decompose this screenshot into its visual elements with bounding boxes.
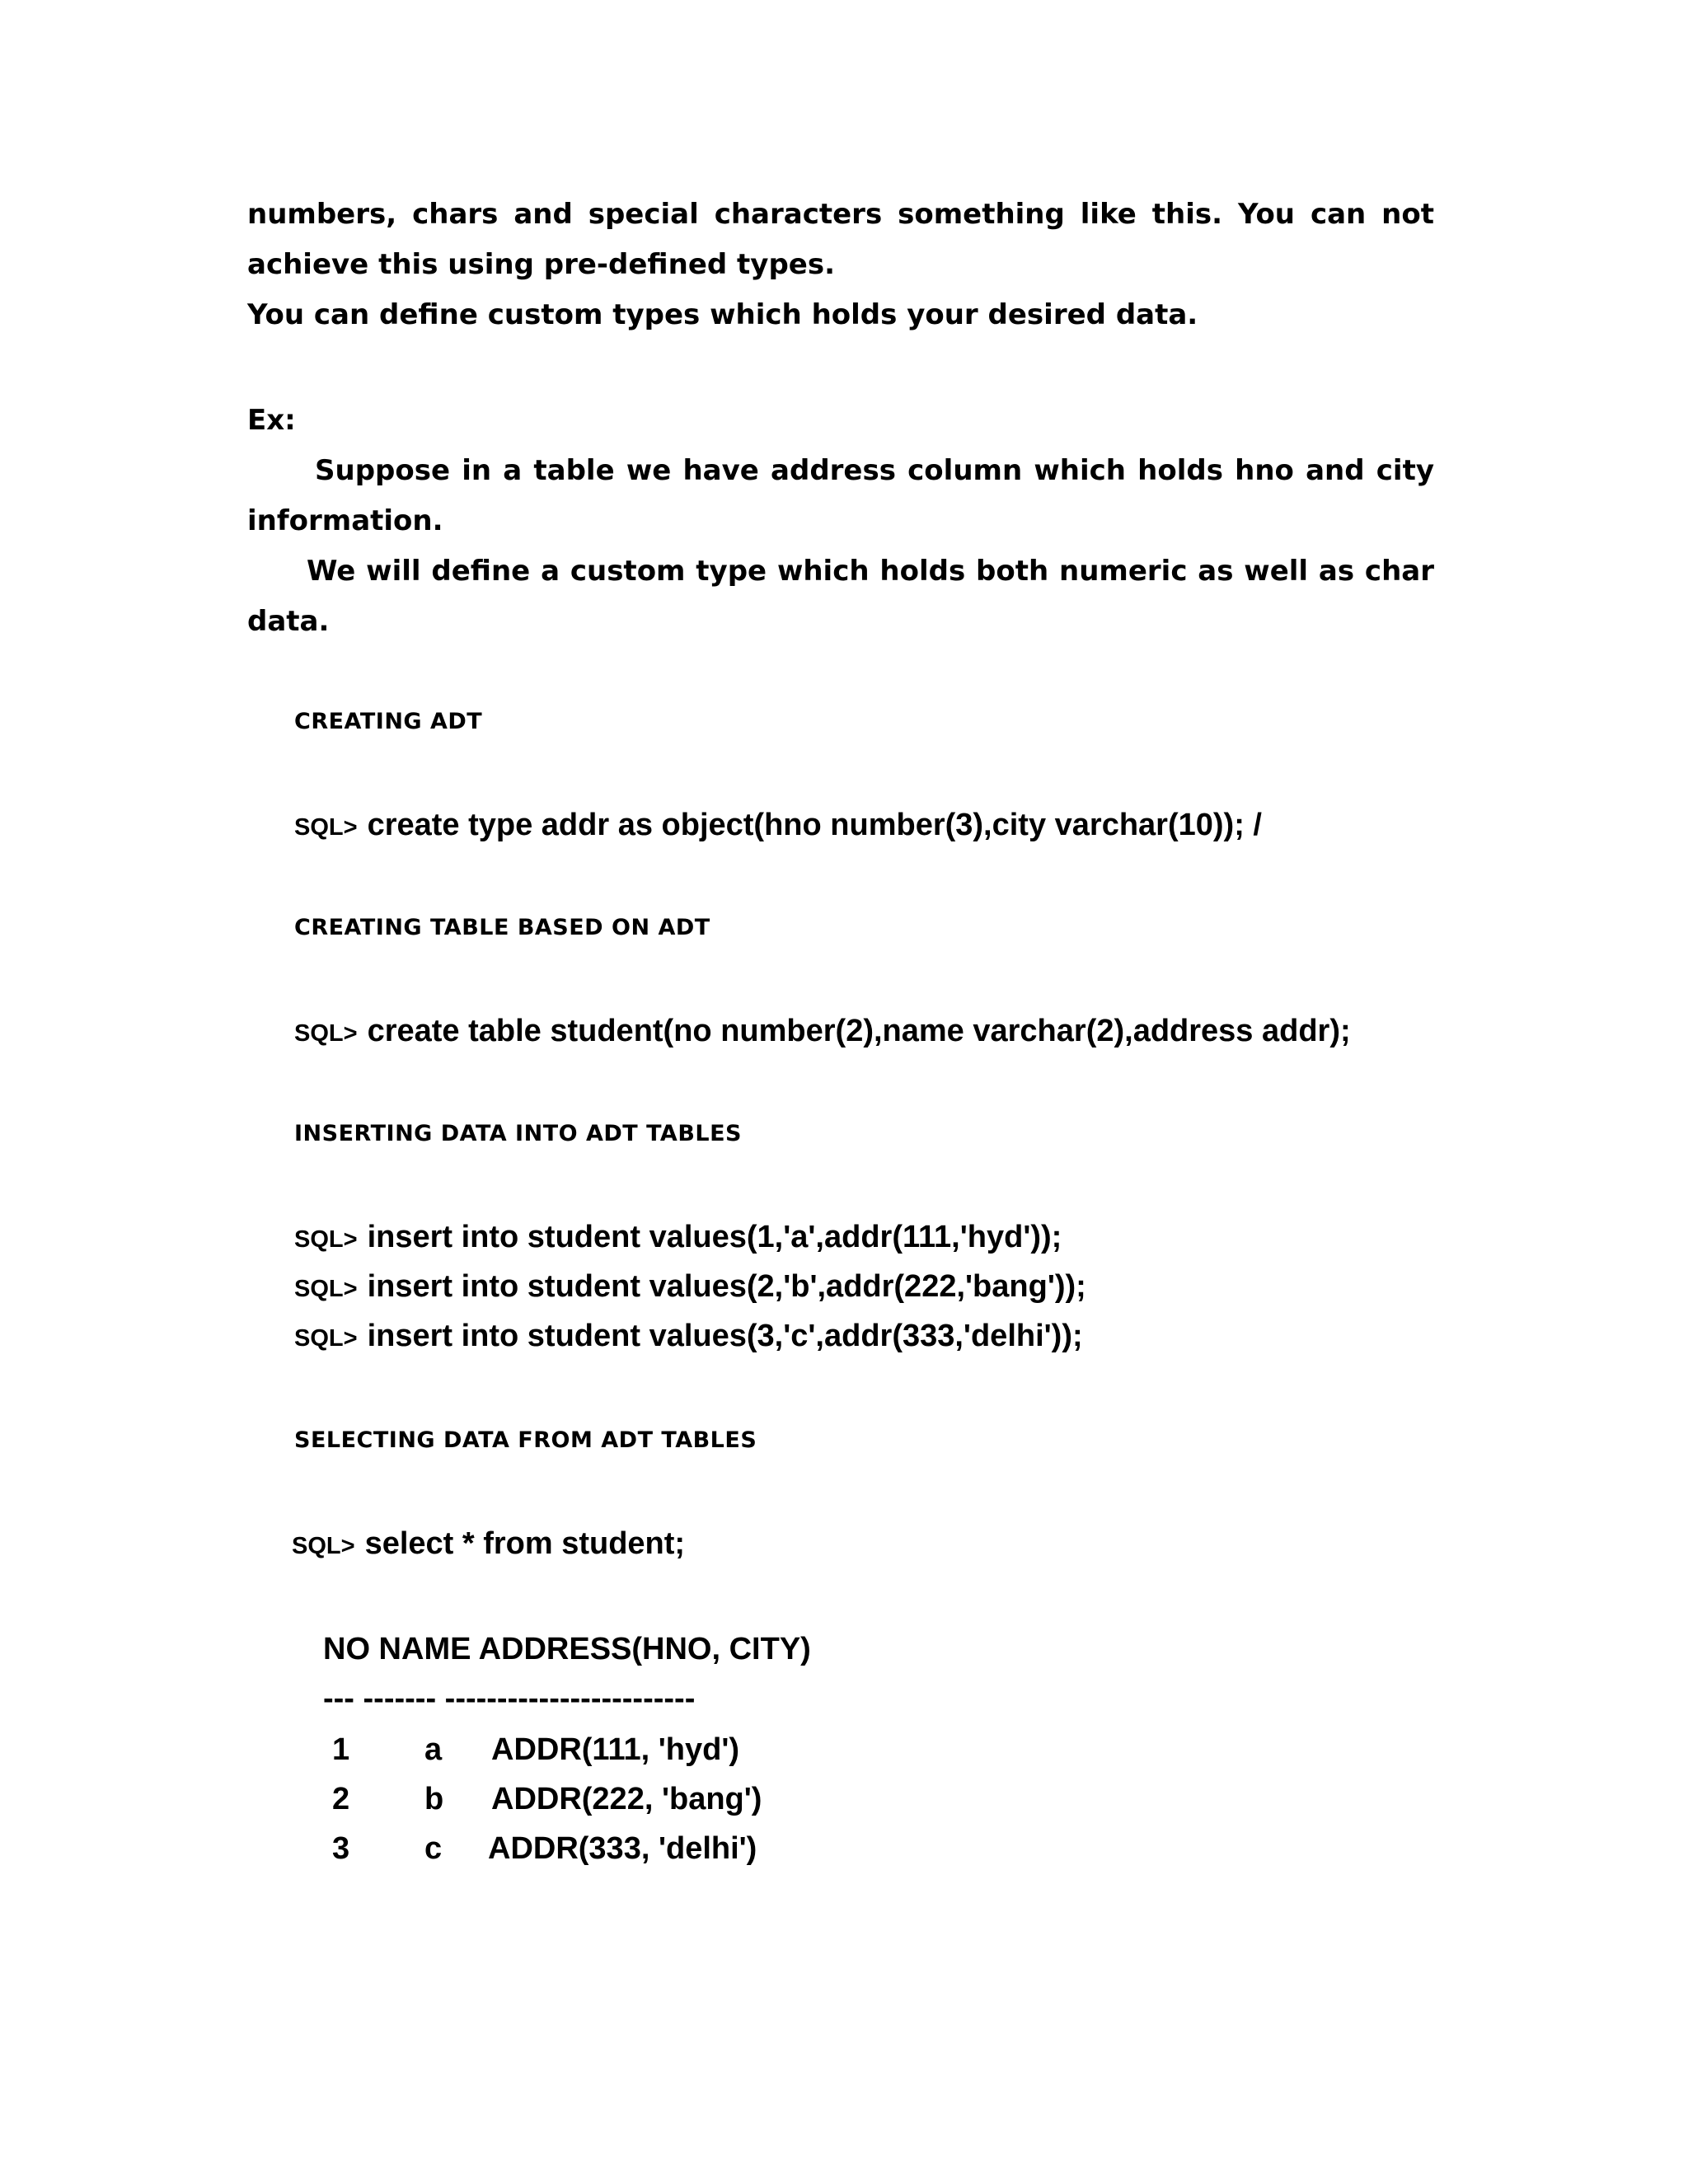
sql-prompt: SQL>	[294, 1020, 358, 1047]
example-paragraph-2	[247, 546, 1434, 647]
example-p1-line-2: information.	[247, 504, 443, 537]
result-cell-address: ADDR(333, 'delhi')	[488, 1831, 757, 1866]
result-cell-name: b	[424, 1782, 444, 1816]
result-cell-address: ADDR(222, 'bang')	[491, 1782, 762, 1816]
result-header: NO NAME ADDRESS(HNO, CITY)	[323, 1632, 811, 1666]
sql-insert-3-statement: insert into student values(3,'c',addr(333,'delhi'));	[367, 1319, 1083, 1353]
intro-line-1: numbers, chars and special characters something like this. You can not	[247, 198, 1434, 231]
result-cell-name: a	[424, 1732, 443, 1767]
sql-insert-2	[294, 1269, 1086, 1305]
example-paragraph-1	[247, 446, 1434, 546]
sql-prompt: SQL>	[294, 814, 358, 841]
section-heading-creating-table: CREATING TABLE BASED ON ADT	[294, 915, 710, 940]
sql-select	[292, 1526, 685, 1562]
result-cell-name: c	[424, 1831, 443, 1866]
sql-insert-2-statement: insert into student values(2,'b',addr(222,'bang'));	[367, 1269, 1086, 1304]
section-heading-inserting: INSERTING DATA INTO ADT TABLES	[294, 1121, 742, 1146]
sql-insert-3	[294, 1319, 1083, 1354]
sql-prompt: SQL>	[294, 1325, 358, 1352]
sql-prompt: SQL>	[294, 1226, 358, 1253]
sql-create-type	[294, 808, 1262, 843]
sql-create-table-statement: create table student(no number(2),name varchar(2),address addr);	[367, 1014, 1351, 1048]
sql-create-type-statement: create type addr as object(hno number(3),city varchar(10)); /	[367, 808, 1262, 842]
sql-select-statement: select * from student;	[364, 1526, 686, 1561]
example-p1-line-1: Suppose in a table we have address column which holds hno and city	[315, 454, 1434, 487]
sql-prompt: SQL>	[294, 1276, 358, 1302]
intro-line-3: You can define custom types which holds your desired data.	[247, 298, 1198, 331]
sql-insert-1-statement: insert into student values(1,'a',addr(111,'hyd'));	[367, 1220, 1062, 1254]
result-cell-no: 2	[332, 1782, 350, 1816]
example-p2-line-1: We will define a custom type which holds both numeric as well as char	[307, 555, 1434, 588]
result-cell-address: ADDR(111, 'hyd')	[491, 1732, 740, 1767]
example-label: Ex:	[247, 404, 296, 437]
intro-line-2: achieve this using pre-defined types.	[247, 248, 836, 281]
example-p2-line-2: data.	[247, 605, 330, 638]
sql-prompt: SQL>	[292, 1533, 355, 1559]
section-heading-selecting: SELECTING DATA FROM ADT TABLES	[294, 1427, 757, 1453]
result-separator: --- ------- ------------------------	[323, 1681, 696, 1716]
result-cell-no: 3	[332, 1831, 350, 1866]
section-heading-creating-adt: CREATING ADT	[294, 709, 483, 734]
sql-insert-1	[294, 1220, 1062, 1255]
intro-paragraph	[247, 190, 1434, 340]
sql-create-table	[294, 1014, 1351, 1049]
result-cell-no: 1	[332, 1732, 350, 1767]
